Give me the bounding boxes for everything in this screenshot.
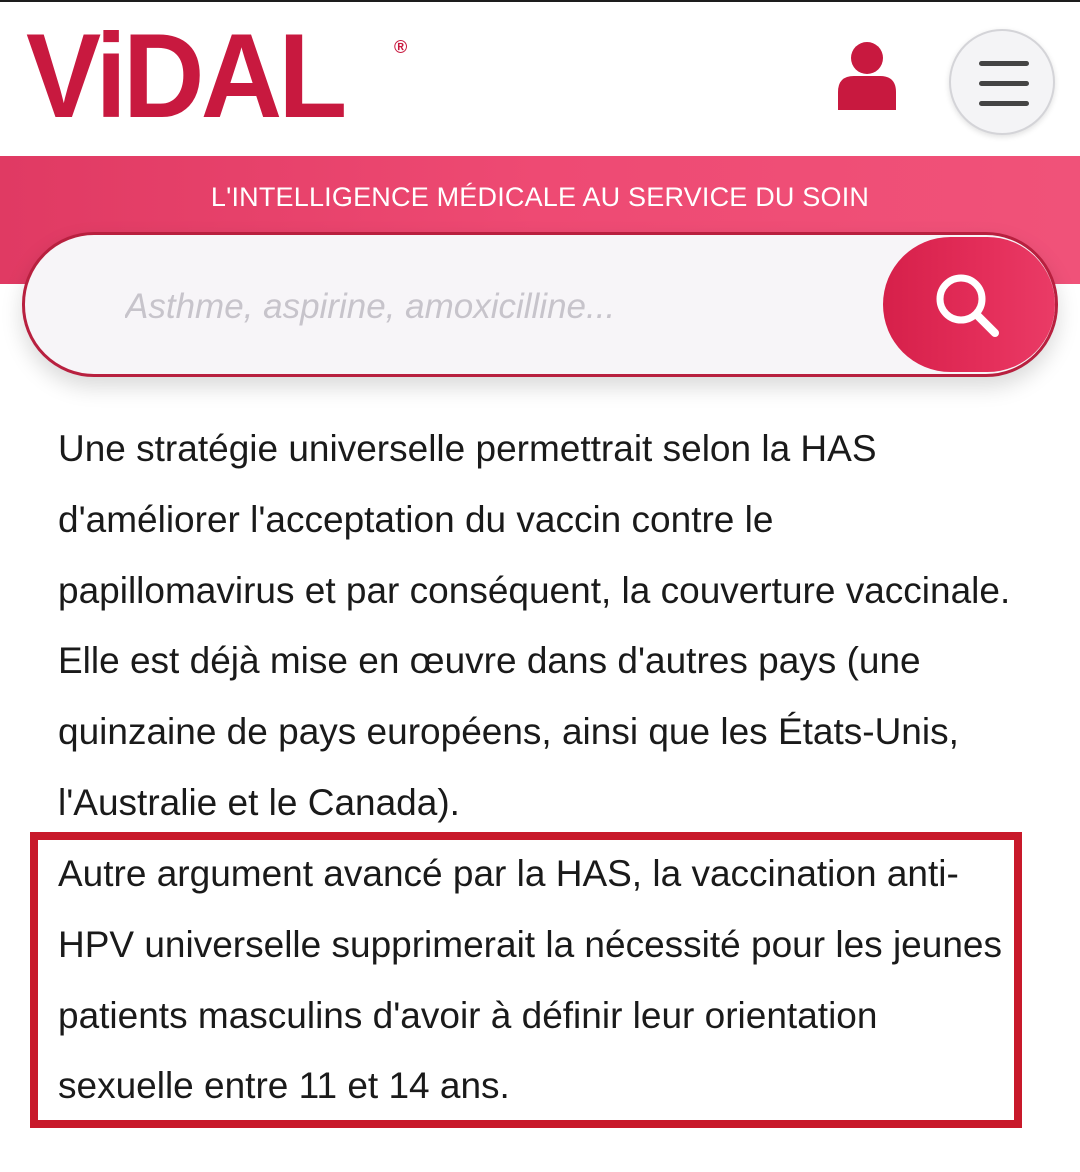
article-paragraph: Autre argument avancé par la HAS, la vaccination anti-HPV universelle supprimerait la nécessité pour les jeunes patients masculins d'avoir à définir leur orientation sexuelle entre 11 et 14 ans. (58, 853, 1002, 1107)
article-paragraph: Une stratégie universelle permettrait selon la HAS d'améliorer l'acceptation du vaccin contre le papillomavirus et par conséquent, la couverture vaccinale. Elle est déjà mise en œuvre dans d'autres pays (une quinzaine de pays européens, ainsi que les États-Unis, l'Australie et le Canada). (58, 428, 1011, 823)
search-icon (933, 271, 1003, 341)
hamburger-menu-button[interactable] (949, 29, 1055, 135)
search-input[interactable] (125, 279, 865, 335)
search-button[interactable] (883, 237, 1055, 372)
article-body (58, 414, 1018, 839)
tagline: L'INTELLIGENCE MÉDICALE AU SERVICE DU SOIN (210, 182, 870, 212)
search-bar (22, 232, 1058, 377)
user-icon[interactable] (836, 40, 898, 110)
registered-mark: ® (394, 37, 408, 57)
highlighted-text (58, 839, 1018, 1122)
vidal-logo[interactable]: ViDAL (26, 9, 344, 143)
site-header (0, 0, 1080, 156)
